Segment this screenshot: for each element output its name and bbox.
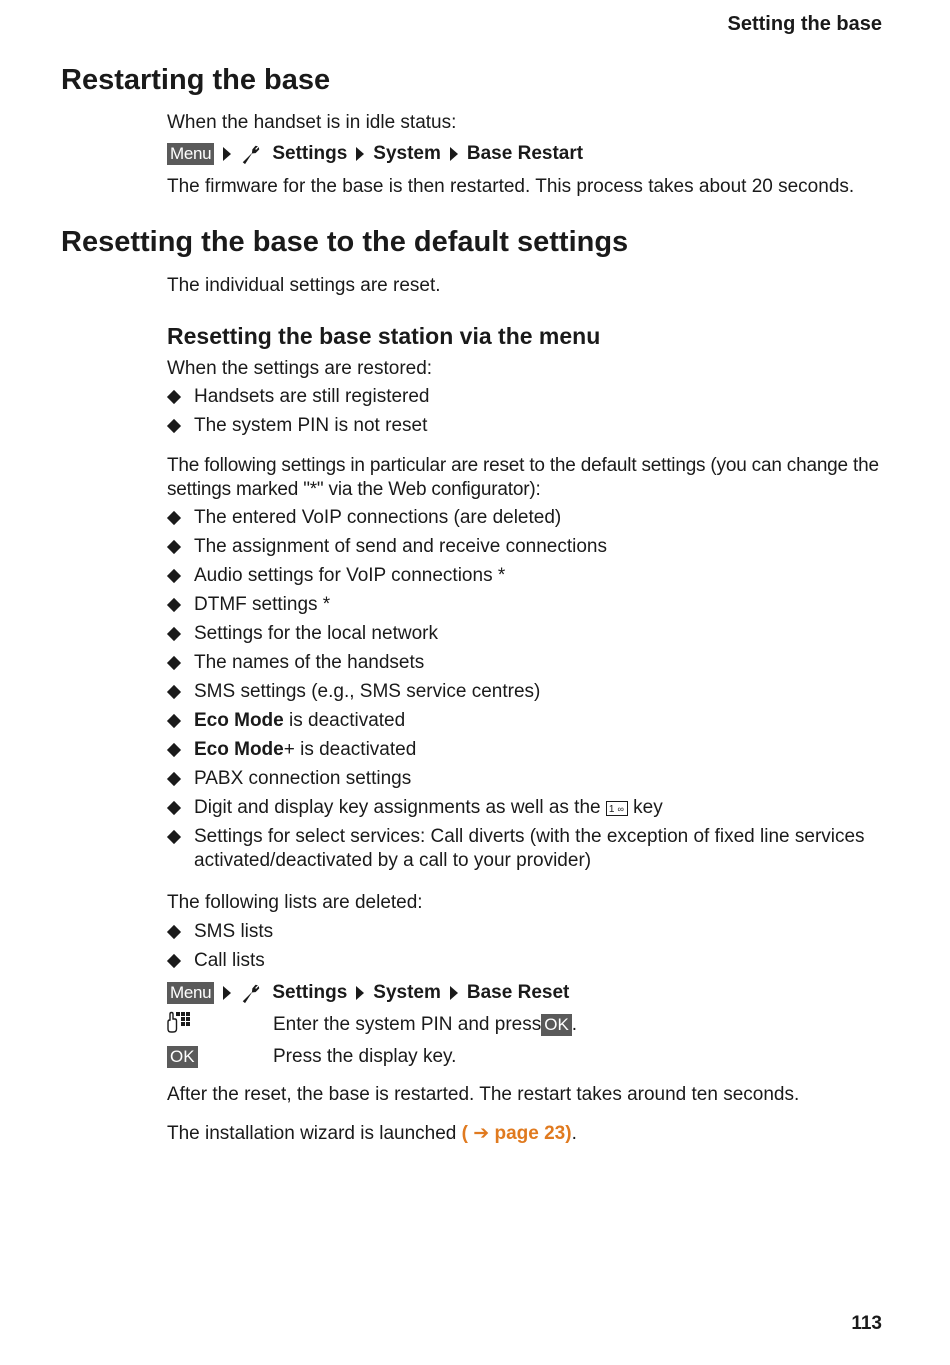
heading-restarting-base: Restarting the base xyxy=(61,64,331,96)
reset-settings-intro: The following settings in particular are reset to the default settings (you can change the settings marked "*" via the Web configurator): xyxy=(167,455,879,500)
menu-path-reset xyxy=(167,980,569,1006)
ok-key[interactable]: OK xyxy=(167,1046,198,1068)
subheading-reset-via-menu: Resetting the base station via the menu xyxy=(167,323,601,349)
list-item-eco-mode: Eco Mode is deactivated xyxy=(167,709,887,733)
list-item-digit-keys: Digit and display key assignments as well as the 1 ∞ key xyxy=(167,796,887,820)
list-item-eco-mode-plus: Eco Mode+ is deactivated xyxy=(167,738,887,762)
list-item: Handsets are still registered xyxy=(167,385,887,409)
bullet-diamond-icon xyxy=(167,714,181,728)
menu-key[interactable]: Menu xyxy=(167,982,214,1004)
arrow-right-icon xyxy=(223,986,231,1000)
bullet-diamond-icon xyxy=(167,925,181,939)
arrow-right-icon xyxy=(450,986,458,1000)
bullet-diamond-icon xyxy=(167,419,181,433)
running-header: Setting the base xyxy=(727,13,882,35)
list-item: SMS lists xyxy=(167,920,887,944)
step-press-ok: OK Press the display key. xyxy=(167,1044,456,1070)
deleted-intro: The following lists are deleted: xyxy=(167,892,423,913)
list-item: The system PIN is not reset xyxy=(167,414,887,438)
arrow-right-icon xyxy=(223,147,231,161)
page-23-link[interactable]: ( ➔ page 23) xyxy=(461,1123,572,1144)
reset-settings-list xyxy=(167,506,887,873)
bullet-diamond-icon xyxy=(167,954,181,968)
list-item: Audio settings for VoIP connections * xyxy=(167,564,887,588)
bullet-diamond-icon xyxy=(167,772,181,786)
path-base-restart: Base Restart xyxy=(466,143,584,164)
bullet-diamond-icon xyxy=(167,743,181,757)
after-reset-text: After the reset, the base is restarted. The restart takes around ten seconds. xyxy=(167,1084,800,1105)
bullet-diamond-icon xyxy=(167,598,181,612)
wrench-icon xyxy=(240,143,262,165)
page-number: 113 xyxy=(851,1313,882,1334)
path-settings: Settings xyxy=(272,982,348,1003)
list-item: The assignment of send and receive connections xyxy=(167,535,887,559)
arrow-right-icon xyxy=(450,147,458,161)
keypad-icon xyxy=(167,1010,273,1040)
restored-list xyxy=(167,385,887,438)
heading-resetting-base: Resetting the base to the default settings xyxy=(61,226,629,258)
bullet-diamond-icon xyxy=(167,569,181,583)
restart-result: The firmware for the base is then restarted. This process takes about 20 seconds. xyxy=(167,176,855,197)
key-1-voicemail-icon: 1 ∞ xyxy=(606,801,628,816)
list-item: Settings for the local network xyxy=(167,622,887,646)
arrow-right-icon xyxy=(356,986,364,1000)
list-item: SMS settings (e.g., SMS service centres) xyxy=(167,680,887,704)
list-item: The names of the handsets xyxy=(167,651,887,675)
list-item: The entered VoIP connections (are deleted) xyxy=(167,506,887,530)
list-item: DTMF settings * xyxy=(167,593,887,617)
menu-path-restart xyxy=(167,141,583,167)
ok-key[interactable]: OK xyxy=(541,1014,572,1036)
menu-key[interactable]: Menu xyxy=(167,143,214,165)
list-item: PABX connection settings xyxy=(167,767,887,791)
bullet-diamond-icon xyxy=(167,540,181,554)
wizard-text: The installation wizard is launched ( ➔ page 23). xyxy=(167,1123,577,1144)
bullet-diamond-icon xyxy=(167,511,181,525)
bullet-diamond-icon xyxy=(167,390,181,404)
arrow-right-icon xyxy=(356,147,364,161)
bullet-diamond-icon xyxy=(167,830,181,844)
path-system: System xyxy=(373,982,441,1003)
list-item: Call lists xyxy=(167,949,887,973)
list-item: Settings for select services: Call diverts (with the exception of fixed line services activated/deactivated by a call to your provider) xyxy=(167,825,887,873)
restored-intro: When the settings are restored: xyxy=(167,358,433,379)
bullet-diamond-icon xyxy=(167,801,181,815)
wrench-icon xyxy=(240,982,262,1004)
deleted-list xyxy=(167,920,887,973)
reset-intro: The individual settings are reset. xyxy=(167,275,441,296)
bullet-diamond-icon xyxy=(167,627,181,641)
restart-intro: When the handset is in idle status: xyxy=(167,112,457,133)
path-system: System xyxy=(373,143,441,164)
path-base-reset: Base Reset xyxy=(466,982,570,1003)
step-enter-pin: Enter the system PIN and press OK . xyxy=(167,1012,577,1038)
bullet-diamond-icon xyxy=(167,685,181,699)
bullet-diamond-icon xyxy=(167,656,181,670)
path-settings: Settings xyxy=(272,143,348,164)
